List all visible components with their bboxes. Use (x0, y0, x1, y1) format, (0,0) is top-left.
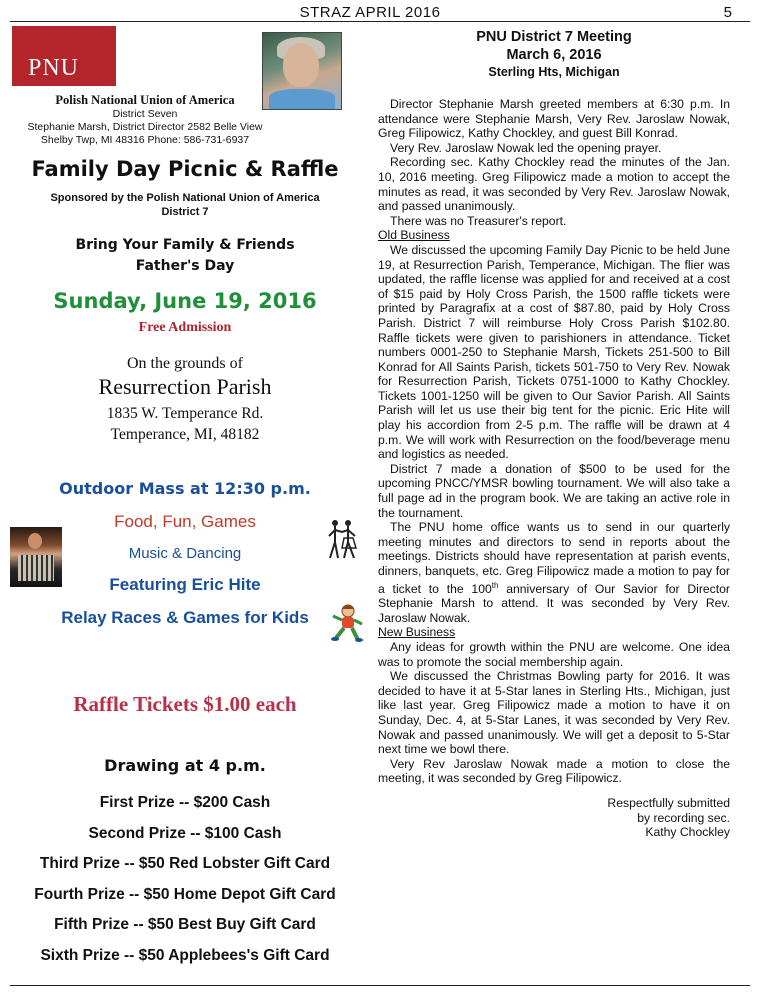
relay-line: Relay Races & Games for Kids (61, 608, 309, 627)
sponsor-line-2: District 7 (161, 206, 209, 218)
event-title: Family Day Picnic & Raffle (31, 157, 339, 181)
accordion-player-photo (10, 527, 62, 587)
minutes-paragraph: Director Stephanie Marsh greeted members at 6:30 p.m. In attendance were Stephanie Marsh, Very Rev. Jaroslaw Nowak, Greg Filipowicz, Kathy Chockley, and guest Bill Konrad. (378, 97, 730, 141)
prize-item: Second Prize -- $100 Cash (88, 824, 282, 842)
parish-name: Resurrection Parish (98, 374, 272, 399)
old-business-heading: Old Business (378, 228, 450, 243)
prize-item: First Prize -- $200 Cash (99, 794, 271, 811)
food-line: Food, Fun, Games (114, 512, 256, 531)
bring-line: Bring Your Family & Friends (75, 237, 295, 253)
signature-line: by recording sec. (637, 810, 730, 825)
signature-line: Respectfully submitted (607, 795, 730, 810)
new-business-heading: New Business (378, 625, 456, 640)
prize-item: Fourth Prize -- $50 Home Depot Gift Card (34, 885, 336, 903)
address-line: Shelby Twp, MI 48316 Phone: 586-731-6937 (40, 134, 250, 146)
prize-item: Fifth Prize -- $50 Best Buy Gift Card (54, 916, 316, 933)
ordinal-suffix: th (491, 580, 499, 590)
minutes-text: The PNU home office wants us to send in our quarterly meeting minutes and directors to send in reports about the meetings. Districts should have representation at parish events, dinners, banquets, etc. Greg Filipowicz made a motion to pay for a ticket to the 100 (378, 520, 730, 596)
minutes-paragraph: Recording sec. Kathy Chockley read the minutes of the Jan. 10, 2016 meeting. Greg Filipowicz made a motion to accept the minutes as read, it was seconded by Very Rev. Jaroslaw Nowak, and passed unanimously. (378, 155, 730, 214)
minutes-paragraph: We discussed the Christmas Bowling party for 2016. It was decided to have it at 5-Star lanes in Sterling Hts., Michigan, just like last year. Greg Filipowicz made a motion to have it on Sunday, Dec. 4, at 5-Star Lanes, it was seconded by Very Rev. Nowak and passed unanimously. We will get a deposit to 5-Star next time we bowl there. (378, 669, 730, 757)
raffle-line: Raffle Tickets $1.00 each (73, 692, 297, 716)
minutes-text: anniversary of Our Savior for Director Stephanie Marsh to attend. It was seconded by Very Rev. Jaroslaw Nowak. (378, 581, 730, 625)
minutes-paragraph (378, 520, 730, 625)
dancers-icon (326, 518, 358, 560)
district-name: District Seven (112, 108, 178, 120)
sponsor-line-1: Sponsored by the Polish National Union of America (50, 192, 320, 204)
event-date: Sunday, June 19, 2016 (53, 289, 317, 313)
drawing-time: Drawing at 4 p.m. (104, 756, 266, 775)
meeting-date: March 6, 2016 (506, 47, 602, 63)
sponsor-block (0, 191, 370, 219)
pnu-logo (12, 26, 116, 86)
minutes-paragraph: Very Rev. Jaroslaw Nowak led the opening prayer. (390, 140, 662, 155)
header-rule (10, 21, 750, 22)
org-block (0, 93, 290, 147)
prize-list (0, 788, 370, 971)
music-line: Music & Dancing (128, 545, 242, 562)
street: 1835 W. Temperance Rd. (106, 405, 264, 422)
meeting-title-block (378, 28, 730, 81)
parish-address (0, 403, 370, 445)
meeting-location: Sterling Hts, Michigan (488, 65, 620, 79)
minutes-paragraph: Any ideas for growth within the PNU are welcome. One idea was to promote the social membership again. (378, 640, 730, 669)
minutes-paragraph: District 7 made a donation of $500 to be used for the upcoming PNCC/YMSR bowling tournament. We will also take a full page ad in the program book. We are taking an active role in the tournament. (378, 461, 730, 520)
mass-time: Outdoor Mass at 12:30 p.m. (59, 479, 311, 498)
running-header: STRAZ APRIL 2016 (299, 4, 441, 21)
meeting-minutes (378, 97, 730, 840)
org-name: Polish National Union of America (55, 93, 235, 107)
signature-name: Kathy Chockley (645, 825, 730, 840)
footer-rule (10, 985, 750, 986)
director-line: Stephanie Marsh, District Director 2582 Belle View (27, 121, 263, 133)
prize-item: Third Prize -- $50 Red Lobster Gift Card (39, 855, 331, 872)
bring-block (0, 235, 370, 277)
meeting-title: PNU District 7 Meeting (476, 29, 632, 45)
city: Temperance, MI, 48182 (110, 426, 260, 443)
featuring-line: Featuring Eric Hite (109, 575, 261, 594)
minutes-paragraph: There was no Treasurer's report. (390, 213, 567, 228)
free-admission: Free Admission (138, 320, 232, 335)
fathers-day: Father's Day (135, 258, 235, 274)
minutes-paragraph: Very Rev Jaroslaw Nowak made a motion to close the meeting, it was seconded by Greg Filipowicz. (378, 756, 730, 786)
minutes-paragraph: We discussed the upcoming Family Day Picnic to be held June 19, at Resurrection Parish, Temperance, Michigan. The flier was updated, the raffle license was applied for and received at a cost of $15 paid by Holy Cross Parish, the 1500 raffle tickets were printed by Paragrafix at a cost of $87.80, paid by Holy Cross Parish. District 7 will reimburse Holy Cross Parish $102.80. Raffle tickets were given to parishioners in attendance. Ticket numbers 0001-250 to Stephanie Marsh, Tickets 251-500 to Bill Konrad for All Saints Parish, tickets 501-750 to Very Rev. Nowak for Resurrection Parish, Tickets 0751-1000 to Kathy Chockley. Tickets 1001-1250 will be given to Our Savior Parish. All Saints Parish will let us use their big tent for the picnic. Eric Hite will play his accordion from 2-5 p.m. The raffle will be drawn at 4 p.m. We will work with Resurrection on the food/beverage menu and logistics as needed. (378, 242, 730, 462)
running-kid-icon (330, 604, 364, 642)
grounds-line: On the grounds of (127, 355, 243, 372)
pnu-logo-text: PNU (28, 55, 80, 81)
page-number: 5 (723, 4, 732, 21)
prize-item: Sixth Prize -- $50 Applebees's Gift Card (40, 946, 330, 964)
